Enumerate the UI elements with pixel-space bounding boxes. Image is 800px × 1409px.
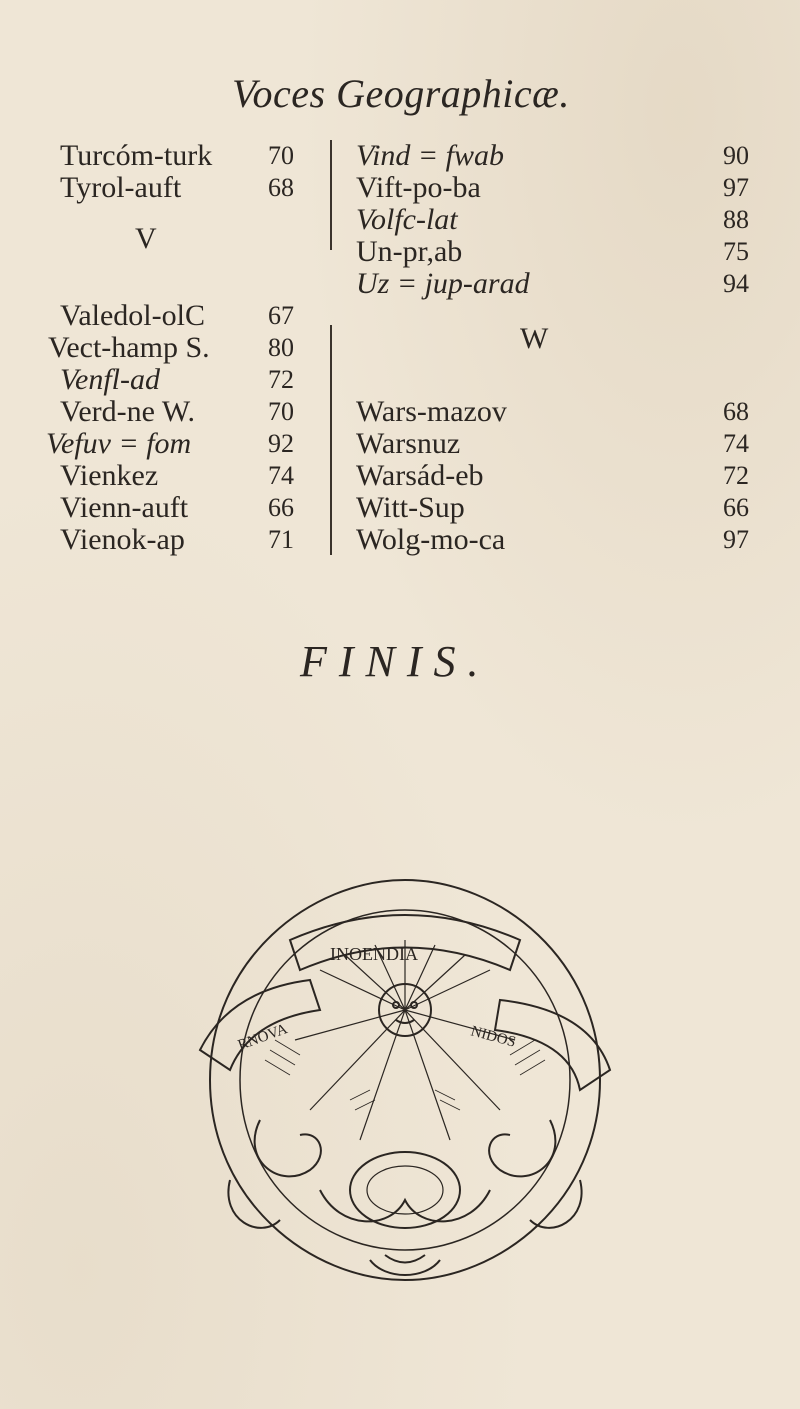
entry-page: 70: [268, 397, 294, 426]
ornament-lettering: RNOVA: [235, 1021, 290, 1054]
entry-word: Warsád-eb: [356, 459, 484, 492]
page-header: Voces Geographicæ.: [232, 71, 570, 116]
entry-page: 66: [268, 493, 294, 522]
entry-word: Turcóm-turk: [60, 139, 213, 172]
section-letter-v: V: [135, 222, 157, 255]
tailpiece-ornament: [170, 860, 640, 1300]
entry-word: Verd-ne W.: [60, 395, 195, 428]
entry-word: Wars-mazov: [356, 395, 507, 428]
entry-page: 72: [723, 461, 749, 490]
column-rule: [330, 325, 332, 555]
entry-page: 74: [268, 461, 294, 490]
entry-page: 68: [723, 397, 749, 426]
entry-word: Vienn-auft: [60, 491, 189, 524]
entry-page: 94: [723, 269, 749, 298]
entry-word: Vienkez: [60, 459, 159, 492]
finis-text: FINIS.: [300, 637, 491, 686]
ornament-lettering: NIDOS: [468, 1023, 518, 1051]
entry-page: 70: [268, 141, 294, 170]
entry-word: Wolg-mo-ca: [356, 523, 506, 556]
entry-page: 74: [723, 429, 749, 458]
entry-word: Venfl-ad: [60, 363, 160, 396]
entry-word: Un-pr,ab: [356, 235, 463, 268]
column-rule: [330, 140, 332, 250]
entry-word: Valedol-olC: [60, 299, 205, 332]
entry-page: 68: [268, 173, 294, 202]
section-letter-w: W: [520, 322, 549, 355]
entry-page: 80: [268, 333, 294, 362]
ornament-lettering: INOENDIA: [330, 944, 418, 964]
entry-word: Witt-Sup: [356, 491, 465, 524]
entry-word: Vift-po-ba: [356, 171, 481, 204]
entry-page: 88: [723, 205, 749, 234]
entry-word: Vect-hamp S.: [48, 331, 210, 364]
entry-page: 90: [723, 141, 749, 170]
entry-word: Vefuv = fom: [46, 427, 192, 460]
entry-page: 67: [268, 301, 294, 330]
entry-word: Uz = jup-arad: [356, 267, 530, 300]
entry-page: 97: [723, 525, 749, 554]
entry-word: Vind = fwab: [356, 139, 505, 172]
entry-page: 71: [268, 525, 294, 554]
entry-page: 92: [268, 429, 294, 458]
entry-word: Warsnuz: [356, 427, 461, 460]
entry-page: 66: [723, 493, 749, 522]
entry-word: Vienok-ap: [60, 523, 185, 556]
entry-page: 75: [723, 237, 749, 266]
entry-page: 72: [268, 365, 294, 394]
entry-word: Tyrol-auft: [60, 171, 182, 204]
entry-word: Volfc-lat: [356, 203, 458, 236]
entry-page: 97: [723, 173, 749, 202]
